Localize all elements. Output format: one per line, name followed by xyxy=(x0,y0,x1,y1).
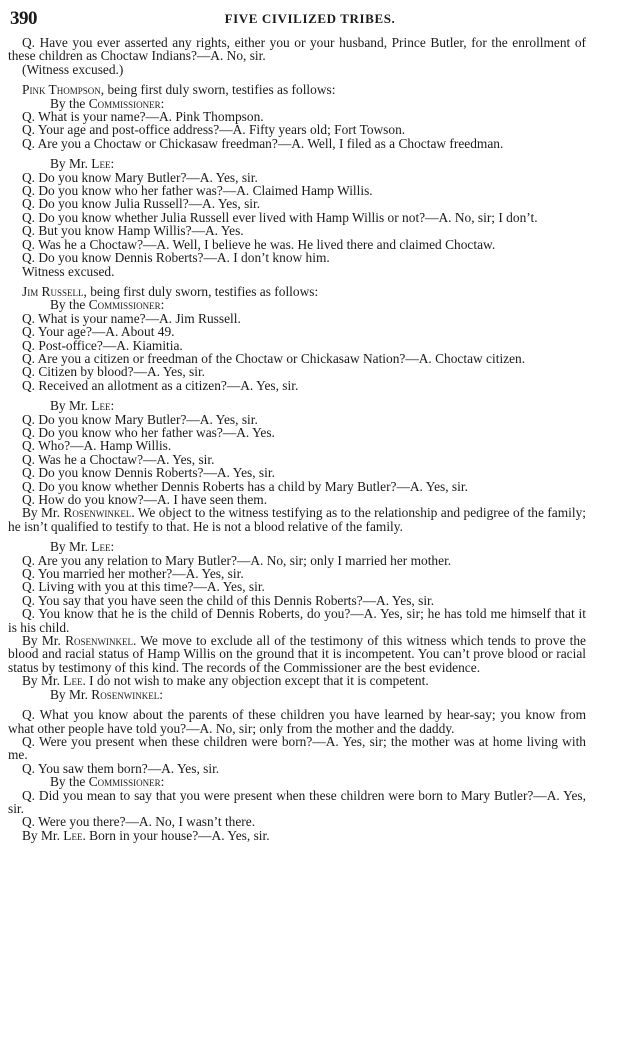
testimony-line: Q. Are you a citizen or freedman of the Choctaw or Chickasaw Nation?—A. Choctaw citizen. xyxy=(22,350,526,366)
heading-prefix: By Mr. xyxy=(50,539,92,555)
examiner-name: Commissioner xyxy=(88,297,161,313)
examiner-heading xyxy=(8,775,586,788)
examiner-heading xyxy=(8,298,586,311)
testimony-line: Q. Do you know Julia Russell?—A. Yes, sir. xyxy=(22,196,261,212)
examiner-heading xyxy=(8,688,586,701)
testimony-line: Q. What is your name?—A. Jim Russell. xyxy=(22,310,241,326)
testimony-line: Q. Your age?—A. About 49. xyxy=(22,324,175,340)
testimony-line: Q. Were you present when these children were born?—A. Yes, sir; the mother was at home living with me. xyxy=(8,733,586,763)
testimony-line: Q. You saw them born?—A. Yes, sir. xyxy=(22,760,220,776)
testimony-line: Q. What you know about the parents of these children you have learned by hear-say; you know from what other people have told you?—A. No, sir; only from the mother and the daddy. xyxy=(8,707,586,736)
testimony-line: Q. Living with you at this time?—A. Yes, sir. xyxy=(22,579,265,595)
testimony-line: Q. You married her mother?—A. Yes, sir. xyxy=(22,566,244,582)
examiner-name: Lee xyxy=(91,156,111,172)
testimony-line: Q. You know that he is the child of Dennis Roberts, do you?—A. Yes, sir; he has told me himself that it is his child. xyxy=(8,606,586,635)
testimony-line: Q. Who?—A. Hamp Willis. xyxy=(22,438,172,454)
testimony-line: Q. Do you know Dennis Roberts?—A. Yes, sir. xyxy=(22,465,275,481)
testimony-line: Q. Are you a Choctaw or Chickasaw freedman?—A. Well, I filed as a Choctaw freedman. xyxy=(22,135,504,151)
speaker-name: Rosenwinkel xyxy=(65,633,134,649)
speaker-prefix: By Mr. xyxy=(22,827,64,843)
counsel-statement xyxy=(8,506,586,533)
heading-prefix: By Mr. xyxy=(50,686,92,702)
heading-suffix: : xyxy=(160,297,165,313)
testimony-line: Q. But you know Hamp Willis?—A. Yes. xyxy=(22,223,244,239)
testimony-line: Q. Do you know who her father was?—A. Yes. xyxy=(22,424,275,440)
heading-prefix: By the xyxy=(50,297,89,313)
statement-text: . We object to the witness testifying as to the relationship and pedigree of the family; he isn’t qualified to testify to that. He is not a blood relative of the family. xyxy=(8,505,587,534)
testimony-line: Q. Do you know whether Dennis Roberts has a child by Mary Butler?—A. Yes, sir. xyxy=(22,478,468,494)
examiner-name: Commissioner xyxy=(88,774,161,790)
testimony-line: Q. Received an allotment as a citizen?—A. Yes, sir. xyxy=(22,377,299,393)
speaker-name: Rosenwinkel xyxy=(63,505,132,521)
examiner-name: Commissioner xyxy=(88,95,161,111)
heading-suffix: : xyxy=(110,156,115,172)
examiner-name: Lee xyxy=(91,398,111,414)
speaker-prefix: By Mr. xyxy=(22,505,64,521)
witness-name: Jim Russell xyxy=(22,283,84,299)
speaker-name: Lee xyxy=(63,673,83,689)
testimony-line: Q. Was he a Choctaw?—A. Well, I believe he was. He lived there and claimed Choctaw. xyxy=(22,236,496,252)
page-header xyxy=(10,8,610,32)
testimony-line: Q. Your age and post-office address?—A. Fifty years old; Fort Towson. xyxy=(22,122,406,138)
heading-prefix: By Mr. xyxy=(50,398,92,414)
statement-text: . We move to exclude all of the testimony of this witness which tends to prove the blood and racial status of Hamp Willis on the ground that it is incompetent. You can’t prove blood or racial status by testimony of this kind. The records of the Commissioner are the best evidence. xyxy=(8,633,586,675)
testimony-line: Witness excused. xyxy=(22,263,115,279)
heading-suffix: : xyxy=(160,95,165,111)
statement-text: . I do not wish to make any objection except that it is competent. xyxy=(82,673,429,689)
heading-prefix: By the xyxy=(50,774,89,790)
examiner-name: Rosenwinkel xyxy=(91,686,160,702)
examiner-heading xyxy=(8,540,586,553)
speaker-prefix: By Mr. xyxy=(22,633,66,649)
examiner-heading xyxy=(8,399,586,412)
testimony-line: Q. Do you know Mary Butler?—A. Yes, sir. xyxy=(22,411,258,427)
examiner-heading xyxy=(8,97,586,110)
heading-prefix: By Mr. xyxy=(50,156,92,172)
speaker-name: Lee xyxy=(63,827,83,843)
counsel-statement xyxy=(8,634,586,674)
examiner-heading xyxy=(8,157,586,170)
counsel-statement xyxy=(8,674,586,687)
testimony-line: Q. What is your name?—A. Pink Thompson. xyxy=(22,109,264,125)
witness-intro xyxy=(8,285,586,298)
statement-text: . Born in your house?—A. Yes, sir. xyxy=(82,827,270,843)
testimony-line: Q. Citizen by blood?—A. Yes, sir. xyxy=(22,364,206,380)
witness-intro-text: , being first duly sworn, testifies as follows: xyxy=(100,82,336,98)
testimony-line: Q. Do you know Dennis Roberts?—A. I don’t know him. xyxy=(22,250,330,266)
running-title: FIVE CIVILIZED TRIBES. xyxy=(224,11,396,26)
testimony-line: Q. You say that you have seen the child of this Dennis Roberts?—A. Yes, sir. xyxy=(22,592,435,608)
counsel-statement xyxy=(8,829,586,842)
heading-suffix: : xyxy=(159,686,163,702)
testimony-line: (Witness excused.) xyxy=(22,61,124,77)
witness-intro xyxy=(8,83,586,96)
testimony-line: Q. Post-office?—A. Kiamitia. xyxy=(22,337,183,353)
testimony-line: Q. Are you any relation to Mary Butler?—A. No, sir; only I married her mother. xyxy=(22,552,452,568)
testimony-line: Q. Were you there?—A. No, I wasn’t there. xyxy=(22,814,256,830)
speaker-prefix: By Mr. xyxy=(22,673,64,689)
witness-intro-text: , being first duly sworn, testifies as follows: xyxy=(83,283,319,299)
examiner-name: Lee xyxy=(91,539,111,555)
testimony-line: Q. How do you know?—A. I have seen them. xyxy=(22,492,268,507)
testimony-line: Q. Do you know Mary Butler?—A. Yes, sir. xyxy=(22,169,258,185)
testimony-line: Q. Have you ever asserted any rights, either you or your husband, Prince Butler, for the enrollment of these children as Choctaw Indians?—A. No, sir. xyxy=(8,35,586,64)
testimony-line: Q. Was he a Choctaw?—A. Yes, sir. xyxy=(22,451,215,467)
testimony-line: Q. Do you know whether Julia Russell ever lived with Hamp Willis or not?—A. No, sir; I don’t. xyxy=(22,209,538,225)
testimony-line: Q. Did you mean to say that you were present when these children were born to Mary Butler?—A. Yes, sir. xyxy=(8,787,586,816)
heading-suffix: : xyxy=(110,539,115,555)
heading-suffix: : xyxy=(160,774,165,790)
heading-prefix: By the xyxy=(50,95,89,111)
heading-suffix: : xyxy=(110,398,115,414)
testimony-line: Q. Do you know who her father was?—A. Claimed Hamp Willis. xyxy=(22,183,373,199)
witness-name: Pink Thompson xyxy=(22,82,101,98)
document-body xyxy=(8,36,586,842)
page-number: 390 xyxy=(10,8,37,29)
